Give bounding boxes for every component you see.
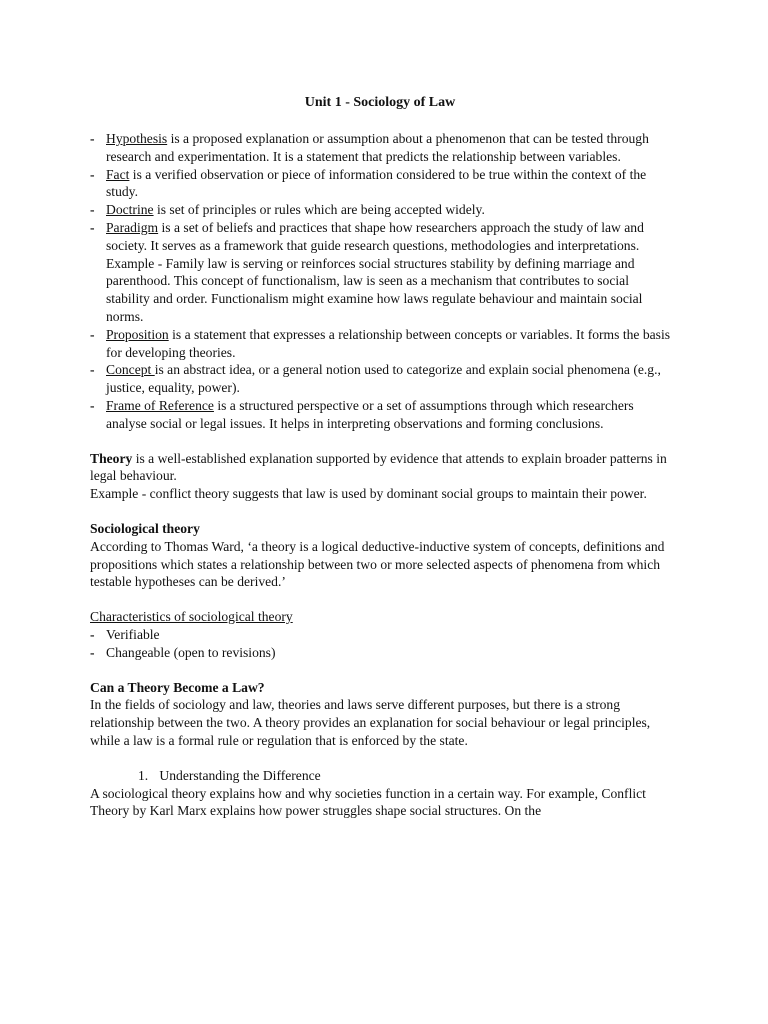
definition-text: is a statement that expresses a relationship between concepts or variables. It forms the basis for developing theories. [106,326,671,360]
theory-text: is a well-established explanation supported by evidence that attends to explain broader patterns in legal behaviour. [90,450,667,484]
definition-text: is an abstract idea, or a general notion used to categorize and explain social phenomena (e.g., justice, equality, power). [106,362,661,396]
definition-text: is a structured perspective or a set of assumptions through which researchers analyse social or legal issues. It helps in interpreting observations and forming conclusions. [106,397,634,431]
theory-example: Example - conflict theory suggests that law is used by dominant social groups to maintain their power. [90,486,647,502]
characteristic-text: Verifiable [106,626,160,642]
section-number: 1. [138,767,149,783]
sociological-theory-heading: Sociological theory [90,520,200,536]
theory-paragraph [90,450,670,486]
characteristics-list [90,626,670,662]
list-item [90,626,670,644]
paradigm-example: Example - Family law is serving or reinforces social structures stability by defining marriage and parenthood. This concept of functionalism, law is seen as a mechanism that contributes to social stability and order. Functionalism might examine how laws regulate behaviour and maintain social norms. [106,255,643,324]
sociological-theory-text: According to Thomas Ward, ‘a theory is a logical deductive-inductive system of concepts, definitions and propositions which states a relationship between two or more selected aspects of phenomena from which testable hypotheses can be derived.’ [90,538,665,590]
list-item [90,644,670,662]
term-fact: Fact [106,166,130,182]
definition-text: is set of principles or rules which are being accepted widely. [153,202,485,218]
characteristics-heading: Characteristics of sociological theory [90,609,293,625]
section-heading-text: Understanding the Difference [159,767,321,783]
definition-frame-of-reference [90,397,670,433]
bullet: - [90,326,95,342]
definition-doctrine [90,201,670,219]
definition-hypothesis [90,130,670,166]
bullet: - [90,644,95,660]
bullet: - [90,362,95,378]
definition-text: is a set of beliefs and practices that shape how researchers approach the study of law and society. It serves as a framework that guide research questions, methodologies and interpretations. [106,219,644,253]
document-body [90,94,670,820]
definition-text: is a proposed explanation or assumption about a phenomenon that can be tested through research and experimentation. It is a statement that predicts the relationship between variables. [106,131,649,164]
characteristic-text: Changeable (open to revisions) [106,644,276,660]
definitions-list [90,130,670,433]
definition-text: is a verified observation or piece of information considered to be true within the context of the study. [106,166,647,200]
bullet: - [90,131,95,146]
term-doctrine: Doctrine [106,202,154,218]
term-frame-of-reference: Frame of Reference [106,397,214,413]
section-1-text: A sociological theory explains how and why societies function in a certain way. For example, Conflict Theory by Karl Marx explains how power struggles shape social structures. On the [90,785,646,819]
bullet: - [90,202,95,218]
definition-concept [90,361,670,397]
theory-law-heading: Can a Theory Become a Law? [90,679,265,695]
theory-term: Theory [90,450,133,466]
bullet: - [90,397,95,413]
term-proposition: Proposition [106,326,169,342]
definition-fact [90,166,670,202]
section-1-heading [90,767,670,785]
term-concept: Concept [106,362,155,378]
term-hypothesis: Hypothesis [106,131,168,146]
document-title: Unit 1 - Sociology of Law [304,95,456,110]
bullet: - [90,166,95,182]
term-paradigm: Paradigm [106,219,159,235]
theory-law-text: In the fields of sociology and law, theories and laws serve different purposes, but there is a strong relationship between the two. A theory provides an explanation for social behaviour or legal principles, while a law is a formal rule or regulation that is enforced by the state. [90,697,651,748]
definition-paradigm [90,219,670,326]
bullet: - [90,219,95,235]
definition-proposition [90,326,670,362]
bullet: - [90,626,95,642]
